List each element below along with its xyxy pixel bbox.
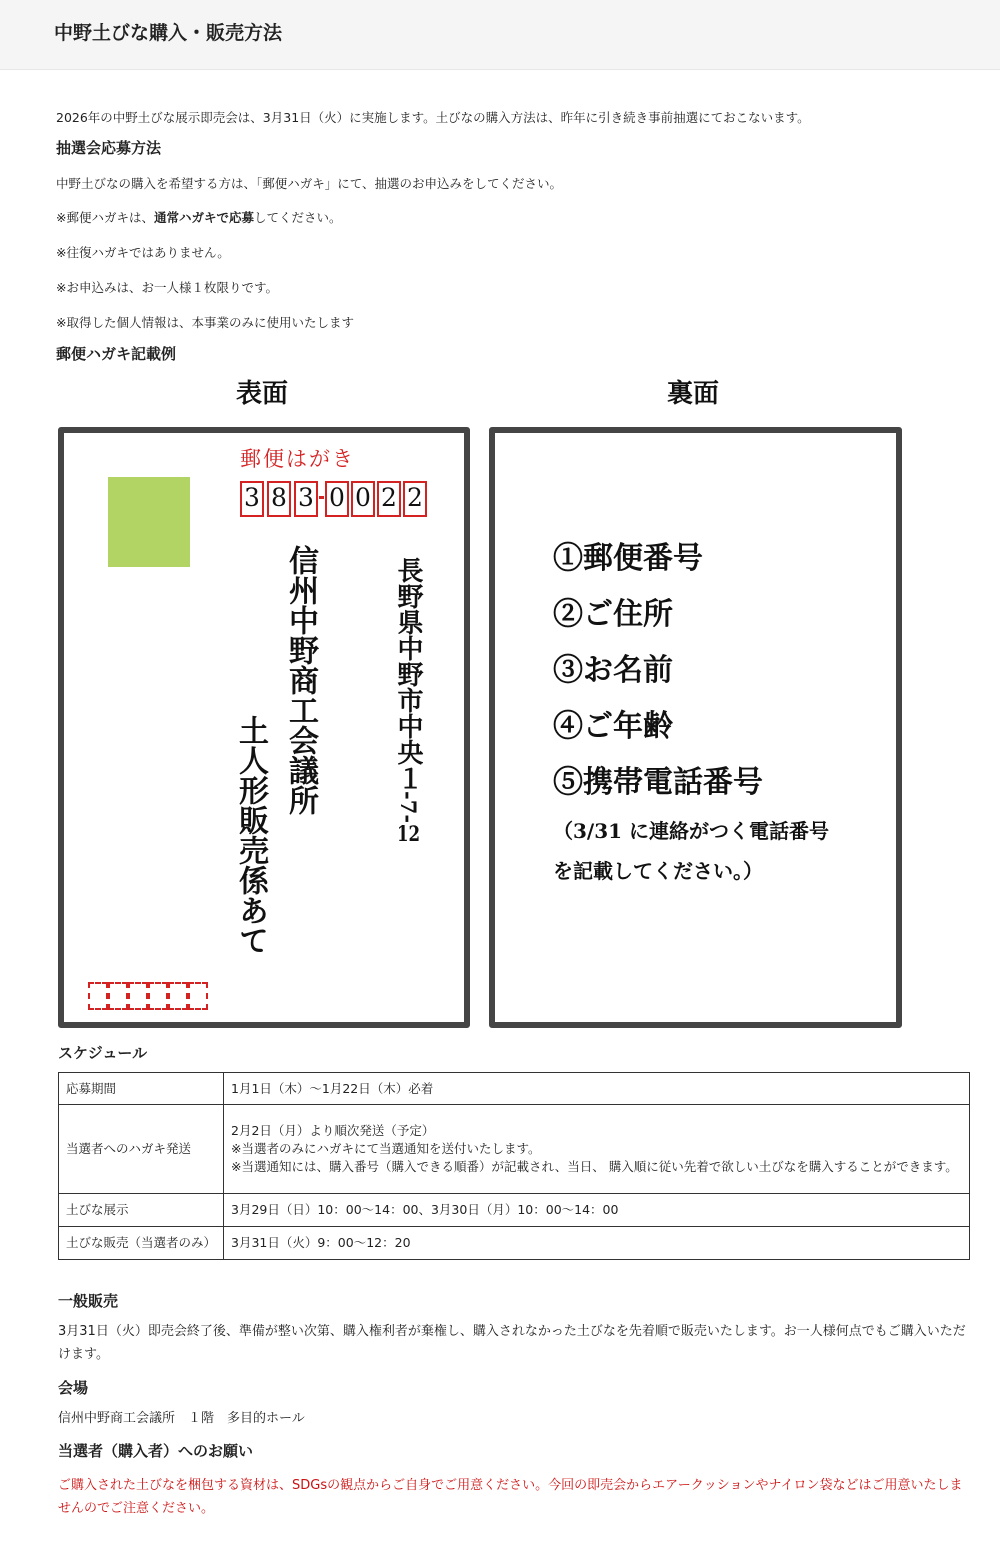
table-row [59,1105,970,1194]
recipient-honorific: あて [233,895,268,955]
schedule-value [224,1194,970,1227]
note-suffix: してください。 [254,210,342,225]
schedule-line: 3月29日（日）10：00～14：00、3月30日（月）10：00～14：00 [231,1202,619,1217]
zip-separator [319,496,324,499]
stamp-area [108,477,190,567]
sender-zip-box [148,982,168,1010]
recipient-department: 土人形販売係 [233,715,268,895]
note-emphasis: 通常ハガキで応募 [153,210,254,225]
schedule-heading: スケジュール [58,1044,148,1062]
sender-zip-box [128,982,148,1010]
postcard-title: 郵便はがき [240,447,355,471]
sender-zip-box [188,982,208,1010]
general-sale-text: 3月31日（火）即売会終了後、準備が整い次第、購入権利者が棄権し、購入されなかった土びなを先着順で販売いたします。お一人様何点でもご購入いただけます。 [58,1324,966,1362]
schedule-line: ※当選通知には、購入番号（購入できる順番）が記載され、当日、 購入順に従い先着で欲しい土びなを購入することができます。 [231,1159,958,1174]
winner-request-text: ご購入された土びなを梱包する資材は、SDGsの観点からご自身でご用意ください。今回の即売会からエアークッションやナイロン袋などはご用意いたしませんのでご注意ください。 [58,1478,963,1516]
intro-announcement: 2026年の中野土びな展示即売会は、3月31日（火）に実施します。土びなの購入方法は、昨年に引き続き事前抽選にておこないます。 [56,110,810,125]
schedule-label: 土びな展示 [59,1194,224,1227]
lottery-note-privacy: ※取得した個人情報は、本事業のみに使用いたします [56,315,354,330]
general-sale-heading: 一般販売 [58,1292,119,1310]
schedule-table [58,1072,970,1260]
back-label: 裏面 [667,379,720,409]
back-note-line2: を記載してください。） [553,859,763,883]
schedule-line: 3月31日（火）9：00～12：20 [231,1235,411,1250]
schedule-value [224,1227,970,1260]
address-number: 12 [396,823,421,845]
zip-digit: 0 [351,481,375,517]
back-item-mobile: ⑤携帯電話番号 [553,765,763,800]
address-dash: - [396,791,421,800]
back-item-name: ③お名前 [553,653,673,688]
sender-zip-box [88,982,108,1010]
header-bar [0,0,1000,70]
back-content [553,531,829,891]
lottery-instruction: 中野土びなの購入を希望する方は、「郵便ハガキ」にて、抽選のお申込みをしてください。 [56,176,563,191]
schedule-value [224,1073,970,1105]
lottery-note-regular-postcard [56,208,342,226]
address-number: 7 [396,799,421,815]
venue-text: 信州中野商工会議所 １階 多目的ホール [58,1411,305,1426]
address-prefix: 長野県中野市中央１ [393,557,423,791]
recipient-organization: 信州中野商工会議所 [283,545,318,815]
schedule-label: 応募期間 [59,1073,224,1105]
venue-heading: 会場 [58,1379,89,1397]
table-row [59,1073,970,1105]
page-title: 中野土びな購入・販売方法 [54,22,283,44]
note-prefix: ※郵便ハガキは、 [56,210,154,225]
back-item-address: ②ご住所 [553,597,673,632]
zip-digit: 2 [403,481,427,517]
sender-zip-boxes [88,982,208,1010]
postcard-back [489,427,902,1028]
table-row [59,1194,970,1227]
back-item-age: ④ご年齢 [553,709,673,744]
postcard-example-heading: 郵便ハガキ記載例 [56,345,177,363]
schedule-label: 当選者へのハガキ発送 [59,1105,224,1194]
back-note-line1: （3/31 に連絡がつく電話番号 [553,819,830,843]
recipient-address [394,557,422,844]
schedule-value [224,1105,970,1194]
schedule-label: 土びな販売（当選者のみ） [59,1227,224,1260]
postcard-front [58,427,470,1028]
zip-digit: 0 [325,481,349,517]
schedule-line: 2月2日（月）より順次発送（予定） [231,1123,435,1138]
zip-digit: 8 [267,481,291,517]
address-dash: - [396,814,421,824]
sender-zip-box [108,982,128,1010]
table-row [59,1227,970,1260]
schedule-line: ※当選者のみにハガキにて当選通知を送付いたします。 [231,1141,541,1156]
sender-zip-box [168,982,188,1010]
schedule-line: 1月1日（木）～1月22日（木）必着 [231,1080,434,1096]
lottery-note-one-per-person: ※お申込みは、お一人様１枚限りです。 [56,280,278,295]
winner-request-heading: 当選者（購入者）へのお願い [58,1442,254,1460]
front-label: 表面 [236,379,289,409]
lottery-heading: 抽選会応募方法 [56,139,162,157]
lottery-note-not-return: ※往復ハガキではありません。 [56,245,230,260]
zip-digit: 3 [294,481,318,517]
zip-digit: 2 [377,481,401,517]
zip-digit: 3 [240,481,264,517]
back-item-postal-code: ①郵便番号 [553,541,703,576]
